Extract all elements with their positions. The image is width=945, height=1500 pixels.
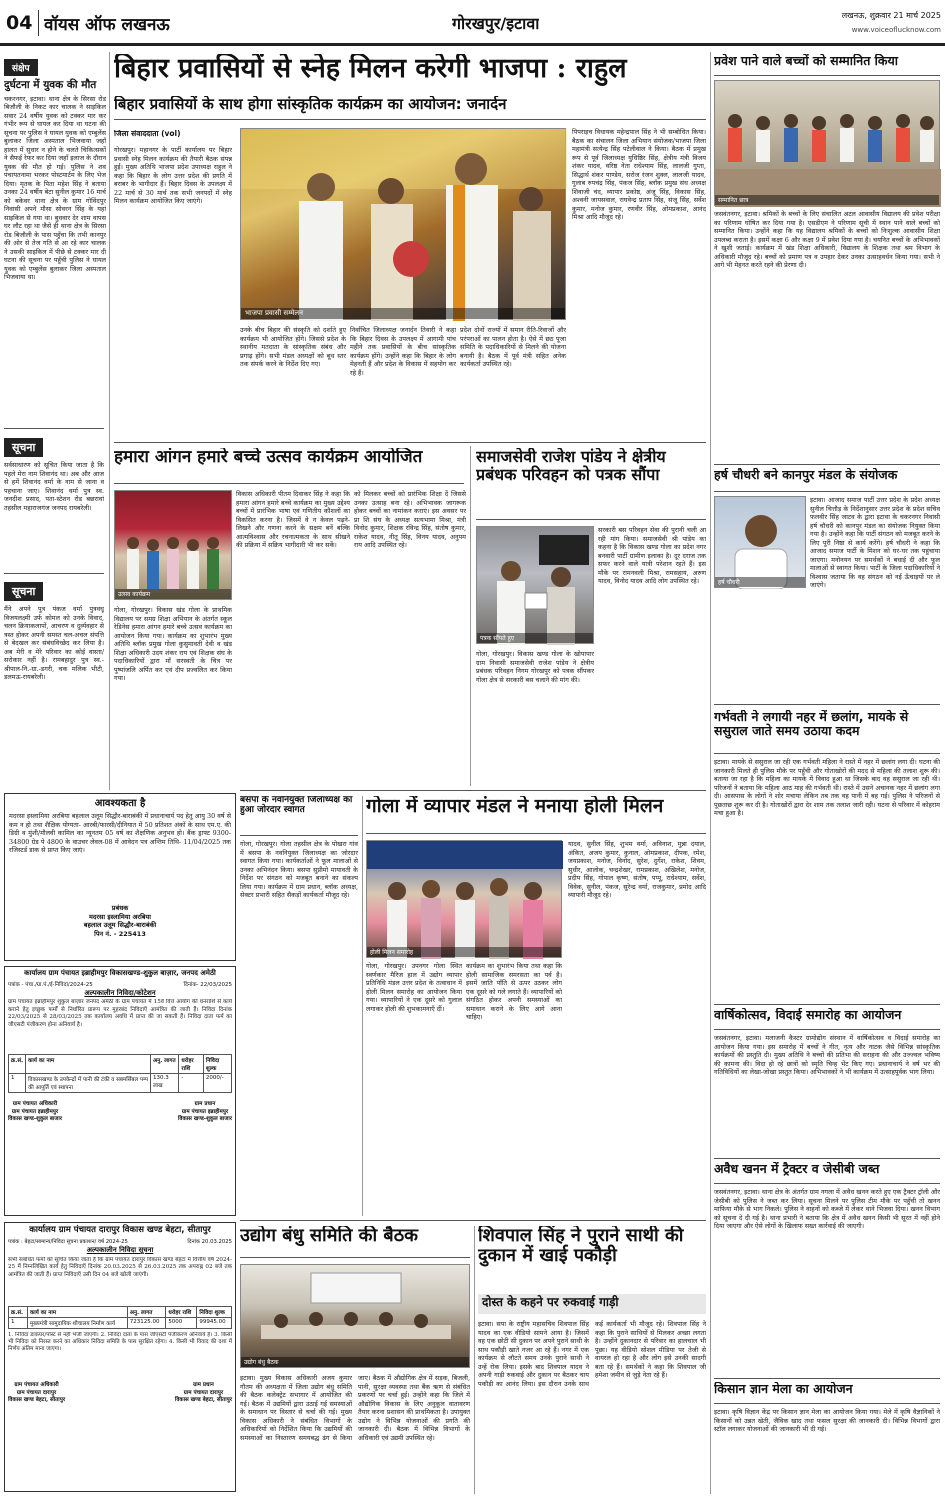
tender-1-col-3: धरोहर राशि bbox=[179, 1055, 203, 1074]
rajesh-photo-label: पत्रक सौंपते हुए bbox=[477, 633, 593, 643]
tender-2-sign-right-2: ग्राम पंचायत दारापुर bbox=[183, 1389, 224, 1396]
tender-1-sign-right-3: विकास खण्ड-शुकुल बाजार bbox=[177, 1116, 232, 1123]
sankshep-headline: दुर्घटना में युवक की मौत bbox=[4, 79, 97, 91]
holi-body-1: गोला, गोरखपुर। उपनगर गोला स्थित स्वर्णकार मैरिज हाल में उद्योग व्यापार प्रतिनिधि मंडल उत्तर प्रदेश के तत्वाधान में होली मिलन समारोह का आयोजन किया गया। व्यापारियों ने एक दूसरे को गुलाल लगाकर होली की शुभकामनाएँ दीं। bbox=[366, 962, 462, 1013]
aangan-body-3: को मिलकर बच्चों को प्रारंभिक शिक्षा दें जिससे उनका उत्साह बना रहे। अभिभावक जागरूक होकर बच्चों का नामांकन कराएं। इस अवसर पर प्रा शि संघ के अध्यक्ष सत्यभामा मिश्रा, मंत्री विनोद कुमार, शिक्षक रविन्द्र सिंह, संतोष कुमार, राकेश यादव, नीतू सिंह, विनय यादव, अनुपम राय आदि उपस्थित रहे। bbox=[354, 490, 466, 549]
tender-2-conditions: 1. निविदा डाकघर/पोस्ट से नहीं भेजी जाएगी। 2. निविदा दाता के पास जीएसटी पंजीकरण अनिवार्य है। 3. किसी भी निविदा को निरस्त करने का अधिकार निविदा समिति के पास सुरक्षित रहेगा। 4. किसी भी विवाद की दशा में निर्णय अंतिम माना जाएगा। bbox=[8, 1332, 232, 1353]
table-cell: विकासखण्ड के उपकेन्द्रों में पानी की टंकी व सबमर्सिबल पम्प की आपूर्ति एवं स्थापना bbox=[26, 1074, 151, 1093]
nagar-body: गोला, गोरखपुर। गोला तहसील क्षेत्र के पोखरा गांव में बसपा के नवनियुक्त जिलाध्यक्ष का जोरदार स्वागत किया गया। कार्यकर्ताओं ने फूल मालाओं से उनका अभिनंदन किया। बसपा सुप्रीमो मायावती के निर्देश पर संगठन को मजबूत बनाने का संकल्प लिया गया। कार्यक्रम में ग्राम प्रधान, ब्लॉक अध्यक्ष, सेक्टर प्रभारी सहित सैकड़ों कार्यकर्ता मौजूद रहे। bbox=[240, 840, 358, 899]
lead-headline-wrap bbox=[114, 54, 706, 92]
nagar-headline-wrap bbox=[240, 796, 358, 836]
shivpal-subhead: दोस्त के कहने पर रुकवाई गाड़ी bbox=[482, 1295, 619, 1309]
tender-2-table bbox=[8, 1306, 232, 1329]
table-cell: - bbox=[179, 1074, 203, 1093]
tender-1-date: दिनांक- 22/03/2025 bbox=[183, 981, 232, 988]
varshik-headline-wrap bbox=[714, 1008, 940, 1030]
sankshep-box bbox=[4, 56, 106, 456]
tender-2-date: दिनांक 20.03.2025 bbox=[187, 1239, 232, 1246]
nahar-body: इटावा। मायके से ससुराल जा रही एक गर्भवती महिला ने रास्ते में नहर में छलांग लगा दी। घटना की जानकारी मिलते ही पुलिस मौके पर पहुँची और गोताखोरों की मदद से महिला की तलाश शुरू की। बताया जा रहा है कि महिला का मायके में विवाद हुआ था जिसके बाद वह ससुराल जा रही थी। परिजनों ने बताया कि महिला आठ माह की गर्भवती थी। रास्ते में उसने अचानक नहर में छलांग लगा दी। आसपास के लोगों ने शोर मचाया लेकिन तब तक वह पानी में बह गई। पुलिस ने परिजनों से पूछताछ शुरू कर दी है। गोताखोरों द्वारा देर शाम तक तलाश जारी रही। घटना से परिवार में कोहराम मचा हुआ है। bbox=[714, 758, 940, 817]
rajesh-headline: समाजसेवी राजेश पांडेय ने क्षेत्रीय प्रबंधक परिवहन को पत्रक सौंपा bbox=[476, 448, 666, 484]
table-cell: 1 bbox=[9, 1318, 28, 1329]
lead-dateline: जिला संवाददाता (vol) bbox=[114, 130, 181, 138]
udyog-body: इटावा। मुख्य विकास अधिकारी अजय कुमार गौतम की अध्यक्षता में जिला उद्योग बंधु समिति की बैठक कलेक्ट्रेट सभागार में आयोजित की गई। बैठक में उद्यमियों द्वारा उठाई गई समस्याओं के समाधान पर विस्तार से चर्चा की गई। मुख्य विकास अधिकारी ने संबंधित विभागों के अधिकारियों को निर्देशित किया कि उद्यमियों की समस्याओं का निस्तारण समयबद्ध ढंग से किया जाए। बैठक में औद्योगिक क्षेत्र में सड़क, बिजली, पानी, सुरक्षा व्यवस्था तथा बैंक ऋण से संबंधित प्रकरणों पर चर्चा हुई। उन्होंने कहा कि जिले में औद्योगिक विकास के लिए अनुकूल वातावरण तैयार करना प्रशासन की प्राथमिकता है। उपायुक्त उद्योग ने विभिन्न योजनाओं की प्रगति की जानकारी दी। बैठक में विभिन्न विभागों के अधिकारी एवं उद्यमी उपस्थित रहे। bbox=[240, 1374, 470, 1442]
udyog-photo bbox=[240, 1264, 470, 1368]
lead-photo-label: भाजपा प्रवासी सम्मेलन bbox=[241, 308, 565, 319]
udyog-headline-wrap bbox=[240, 1226, 470, 1258]
tender-1-sign-right: ग्राम प्रधान bbox=[194, 1101, 216, 1108]
kisan-headline: किसान ज्ञान मेला का आयोजन bbox=[714, 1382, 853, 1396]
praves-photo-label: सम्मानित छात्र bbox=[715, 195, 939, 205]
tender-1-col-1: कार्य का नाम bbox=[26, 1055, 151, 1074]
tender-2-col-4: निविदा शुल्क bbox=[197, 1307, 232, 1318]
holi-headline: गोला में व्यापार मंडल ने मनाया होली मिलन bbox=[366, 796, 664, 817]
shivpal-subhead-wrap bbox=[478, 1294, 706, 1314]
vacancy-footer-pin: पिन नं. - 225413 bbox=[94, 929, 146, 938]
tender-1-ref: पत्रांक - पंचा./ग्रा.पं./ई-निविदा/2024-25 bbox=[8, 981, 93, 988]
tender-1-col-2: अनु. लागत bbox=[150, 1055, 178, 1074]
table-row bbox=[9, 1318, 232, 1329]
nagar-headline: बसपा के नवनियुक्त जिलाध्यक्ष का हुआ जोरदार स्वागत bbox=[240, 796, 353, 815]
table-cell: 5000 bbox=[166, 1318, 197, 1329]
lead-photo bbox=[240, 128, 566, 320]
rajesh-headline-wrap bbox=[476, 448, 706, 520]
tender-2-sign-left-3: विकास खण्ड बेहटा, सीतापुर bbox=[8, 1397, 66, 1404]
table-cell: 130.3 लाख bbox=[150, 1074, 178, 1093]
aangan-headline: हमारा आंगन हमारे बच्चे उत्सव कार्यक्रम आयोजित bbox=[114, 448, 423, 467]
tender-1-subtitle: अल्पकालीन निविदा/कोटेशन bbox=[84, 988, 156, 997]
lead-body-2: उनके बीच बिहार की संस्कृति को दर्शाते हुए कार्यक्रम भी आयोजित होंगे। जिससे प्रदेश के स्थानीय मतदाता के सांस्कृतिक संबंध और प्रगाढ़ होंगे। सभी मंडल अध्यक्षों को बूथ स्तर तक संपर्क करने के निर्देश दिए गए। bbox=[240, 326, 346, 368]
aangan-photo-label: उत्सव कार्यक्रम bbox=[115, 589, 231, 599]
website: www.voiceoflucknow.com bbox=[851, 26, 941, 34]
lead-subhead-wrap bbox=[114, 96, 706, 120]
vacancy-footer-title: प्रबंधक bbox=[111, 904, 129, 912]
rajesh-body-1: गोला, गोरखपुर। विकास खण्ड गोला के खोपापार ग्राम निवासी समाजसेवी राजेश पांडेय ने क्षेत्रीय प्रबंधक परिवहन निगम गोरखपुर को पत्रक सौंपकर गोला क्षेत्र से सरकारी बस चलाने की मांग की। bbox=[476, 650, 594, 684]
aangan-headline-wrap bbox=[114, 448, 464, 484]
harsh-headline-wrap bbox=[714, 468, 940, 492]
avaidh-headline: अवैध खनन में ट्रैक्टर व जेसीबी जब्त bbox=[714, 1162, 880, 1176]
holi-photo bbox=[366, 840, 562, 958]
tender-2-sign-right: ग्राम प्रधान bbox=[193, 1382, 214, 1389]
aangan-body-1: गोला, गोरखपुर। विकास खंड गोला के प्राथमिक विद्यालय पर समग्र शिक्षा अभियान के अंतर्गत स्कूल रेडिनेस हमारा आंगन हमारे बच्चे उत्सव कार्यक्रम का आयोजन किया गया। कार्यक्रम का शुभारंभ मुख्य अतिथि ब्लॉक प्रमुख गोला कुसुमावती देवी व खंड शिक्षा अधिकारी उदय शंकर राय एवं शिक्षक संघ के पदाधिकारियों द्वारा माँ सरस्वती के चित्र पर पुष्पांजलि अर्पित कर एवं दीप प्रज्वलित कर किया गया। bbox=[114, 606, 232, 682]
tender-2-col-1: कार्य का नाम bbox=[27, 1307, 127, 1318]
tender-1-table bbox=[8, 1054, 232, 1093]
tender-2-title: कार्यालय ग्राम पंचायत दारापुर विकास खण्ड बेहटा, सीतापुर bbox=[29, 1225, 211, 1235]
lead-subhead: बिहार प्रवासियों के साथ होगा सांस्कृतिक कार्यक्रम का आयोजन: जनार्दन bbox=[114, 96, 507, 113]
avaidh-body: जसवंतनगर, इटावा। थाना क्षेत्र के अंतर्गत ग्राम नगला में अवैध खनन करते हुए एक ट्रैक्टर ट्रॉली और जेसीबी को पुलिस ने जब्त कर लिया। सूचना मिलने पर पुलिस टीम मौके पर पहुँची तो खनन माफिया मौके से भाग निकले। पुलिस ने वाहनों को कब्जे में लेकर थाने भिजवा दिया। खनन विभाग को सूचना दे दी गई है। थाना प्रभारी ने बताया कि क्षेत्र में अवैध खनन किसी भी सूरत में नहीं होने दिया जाएगा और ऐसे लोगों के खिलाफ सख्त कार्रवाई की जाएगी। bbox=[714, 1188, 940, 1230]
shivpal-body: इटावा। सपा के राष्ट्रीय महासचिव शिवपाल सिंह यादव का एक वीडियो सामने आया है। जिसमें वह एक छोटी सी दुकान पर अपने पुराने साथी के साथ पकौड़ी खाते नजर आ रहे हैं। नगर में एक कार्यक्रम से लौटते समय उनके पुराने साथी ने उन्हें रोक लिया। इसके बाद शिवपाल यादव ने अपनी गाड़ी रुकवाई और दुकान पर बैठकर चाय पकौड़ी का आनंद लिया। इस दौरान उनके साथ कई कार्यकर्ता भी मौजूद रहे। शिवपाल सिंह ने कहा कि पुराने साथियों से मिलकर अच्छा लगता है। उन्होंने दुकानदार से परिवार का हालचाल भी पूछा। यह वीडियो सोशल मीडिया पर तेजी से वायरल हो रहा है और लोग इसे उनकी सादगी बता रहे हैं। समर्थकों ने कहा कि शिवपाल जी हमेशा जमीन से जुड़े नेता रहे हैं। bbox=[478, 1320, 706, 1388]
holi-photo-figures bbox=[367, 841, 563, 959]
harsh-body: इटावा। आजाद समाज पार्टी उत्तर प्रदेश के प्रदेश अध्यक्ष सुनील चित्तौड़ के निर्देशानुसार उत्तर प्रदेश के प्रदेश सचिव फलवीर सिंह जाटव के द्वारा इटावा के चकरनगर निवासी हर्ष चौधरी को कानपुर मंडल का संयोजक नियुक्त किया गया है। उन्होंने कहा कि पार्टी संगठन को मजबूत करने के लिए पूरी निष्ठा से कार्य करेंगे। हर्ष चौधरी ने कहा कि आजाद समाज पार्टी के मिशन को घर-घर तक पहुंचाया जाएगा। मनोनयन पर समर्थकों ने बधाई दी और फूल मालाओं से स्वागत किया। पार्टी के जिला पदाधिकारियों ने विश्वास जताया कि वह संगठन को नई ऊँचाइयों पर ले जाएंगे। bbox=[810, 496, 940, 589]
tender-2-col-2: अनु. लागत bbox=[127, 1307, 166, 1318]
tender-2-ref: पत्रांक : बेहटा/सामान्य/निविदा सूचना प्रकाशन/ वर्ष 2024-25 bbox=[8, 1239, 128, 1246]
sankshep-body: चकरनगर, इटावा। थाना क्षेत्र के सिरसा रोड बिजौली के निकट कार चालक ने साइकिल सवार 24 वर्षीय युवक को टक्कर मार कर गंभीर रूप से घायल कर दिया था घटना की सूचना पर पुलिस ने घायल युवक को एम्बुलेंस बुलाकर जिला अस्पताल भिजवाया जहाँ हालत में सुधार न होने के चलते चिकित्सकों ने सैफई रेफर कर दिया जहाँ इलाज के दौरान युवक की मौत हो गई। पुलिस ने शव पंचायतनामा भरकर पोस्टमार्टम के लिए भेज दिया। मृतक के पिता महेश सिंह ने बताया उनका 24 वर्षीय बेटा सुनील कुमार 16 मार्च को बकेवर थाना क्षेत्र के ग्राम गोविंदपुर निवासी अपने मौसा सोवरन सिंह के यहां साइकिल से गया था। बुधवार देर शाम वापस घर लौट रहा था जैसे ही थाना क्षेत्र के सिरसा रोड बिजौली के पास पहुँचा कि तभी कानपुर की ओर से तेज गति से आ रहे कार चालक ने उसकी साइकिल में पीछे से टक्कर मार दी घटना की सूचना पर पहुँची पुलिस ने घायल युवक को एम्बुलेंस बुलाकर जिला अस्पताल भिजवाया था। bbox=[4, 94, 106, 282]
tender-2-body: सभी संबंधित फर्मों को सूचित किया जाता है कि ग्राम पंचायत दारापुर विकास खण्ड बेहटा में वित्तीय वर्ष 2024-25 में निम्नलिखित कार्य हेतु निविदाएँ दिनांक 20.03.2025 से 26.03.2025 तक अपराह्न 02 बजे तक आमंत्रित की जाती हैं। प्राप्त निविदाएँ उसी दिन 04 बजे खोली जाएंगी। bbox=[8, 1257, 232, 1278]
holi-body-3: यादव, सुनील सिंह, शुभम वर्मा, अविनाश, मुन्ना दयाल, अंकित, अजय कुमार, कुनाल, ओमप्रकाश, दीपक, रमेश, जयप्रकाश, मनोज, विनोद, सुरेश, दुर्गेश, राकेश, शिवम, सुधीर, आलोक, चन्द्रशेखर, रामप्रकाश, अखिलेश, मनोज, प्रदीप सिंह, गोपाल कृष्ण, संतोष, पप्पू, राधेश्याम, सर्वेश, विवेक, सुनील, पंकज, सुरेन्द्र वर्मा, राजकुमार, प्रमोद आदि व्यापारी मौजूद रहे। bbox=[568, 840, 706, 899]
harsh-photo-label: हर्ष चौधरी bbox=[715, 577, 805, 587]
praves-photo-figures bbox=[715, 81, 941, 207]
vacancy-body: मदरसा इस्लामिया अरबिया बहलाल उलूम सिद्धौर-बाराबंकी में प्रधानाचार्य पद हेतु आयु 30 वर्ष से कम न हो तथा शैक्षिक योग्यता- आरबी/फारसी/दीनियात में 50 प्रतिशत अंकों के साथ एम.ए. की डिग्री व मुंशी/मौलवी कामिल का न्यूनतम 05 वर्ष का शैक्षणिक अनुभव हो। बैंक ड्राफ्ट 9300-34800 ग्रेड पे 4800 के वाउचर लेवल-08 में आवेदन पत्र अन्तिम तिथि- 11/04/2025 तक रजिस्टर्ड डाक से प्राप्त किए जाएं। bbox=[9, 812, 231, 854]
tender-2-sign-right-3: विकास खण्ड बेहटा, सीतापुर bbox=[174, 1397, 232, 1404]
tender-2-col-3: धरोहर राशि bbox=[166, 1307, 197, 1318]
varshik-headline: वार्षिकोत्सव, विदाई समारोह का आयोजन bbox=[714, 1008, 902, 1022]
tender-2-sign-left: ग्राम पंचायत अधिकारी bbox=[14, 1382, 59, 1389]
table-cell: 723125.00 bbox=[127, 1318, 166, 1329]
masthead bbox=[0, 0, 945, 46]
table-row bbox=[9, 1074, 232, 1093]
aangan-body-2: विकास अधिकारी पीतम दिवाकर सिंह ने कहा कि हमारा आंगन हमारे बच्चे कार्यक्रम का मुख्य उद्देश्य बच्चों में प्रारंभिक भाषा एवं गणितीय कौशलों का विकसित करना है। जिसमें वे न केवल पढ़ने-लिखने और गणना करने के सक्षम बनें बल्कि आत्मविश्वास और रचनात्मकता के साथ सीखने की प्रक्रिया में सक्रिय भागीदारी भी कर सकें। bbox=[236, 490, 350, 549]
soochna-1 bbox=[4, 436, 104, 566]
table-cell: 2000/- bbox=[203, 1074, 231, 1093]
soochna-2 bbox=[4, 580, 104, 790]
lead-photo-figures bbox=[241, 129, 567, 321]
shivpal-headline: शिवपाल सिंह ने पुराने साथी की दुकान में खाई पकौड़ी bbox=[478, 1226, 684, 1266]
lead-body-1: गोरखपुर। महानगर के पार्टी कार्यालय पर बिहार प्रवासी स्नेह मिलन कार्यक्रम की तैयारी बैठक संपन्न हुई। मुख्य अतिथि भाजपा प्रदेश उपाध्यक्ष राहुल ने कहा कि बिहार के लोग उत्तर प्रदेश की प्रगति में बराबर के भागीदार हैं। बिहार दिवस के उपलक्ष्य में 22 मार्च से 30 मार्च तक सभी जनपदों में स्नेह मिलन कार्यक्रम आयोजित किए जाएंगे। bbox=[114, 146, 232, 205]
holi-photo-label: होली मिलन समारोह bbox=[367, 947, 561, 957]
tender-1-sign-left-3: विकास खण्ड-शुकुल बाजार bbox=[8, 1116, 63, 1123]
table-cell: 99945.00 bbox=[197, 1318, 232, 1329]
tender-2-sign-left-2: ग्राम पंचायत दारापुर bbox=[16, 1389, 57, 1396]
aangan-photo-figures bbox=[115, 491, 233, 601]
tender-1-title: कार्यालय ग्राम पंचायत इब्राहीमपुर विकासखण्ड-शुकुल बाज़ार, जनपद अमेठी bbox=[24, 969, 216, 977]
lead-body-4: प्रदेश दोनों राज्यों में समान रीति-रिवाजों और परंपराओं का पालन होता है। ऐसे में छठ पूजा समिति के पदाधिकारियों से मिलने की योजना बनायी है। बैठक में पूर्व मंत्री सहित अनेक कार्यकर्ता उपस्थित रहे। bbox=[460, 326, 566, 368]
udyog-photo-figures bbox=[241, 1265, 471, 1369]
paper-name: वॉयस ऑफ लखनऊ bbox=[44, 15, 170, 35]
udyog-headline: उद्योग बंधु समिति की बैठक bbox=[240, 1226, 418, 1246]
rajesh-photo-figures bbox=[477, 527, 595, 645]
shivpal-headline-wrap bbox=[478, 1226, 706, 1292]
soochna-2-body: मैंने अपने पुत्र पंकज वर्मा पुत्रवधू विजयलक्ष्मी उर्फ कोमल को उनके विवाद, चलन क्रियाकलापों, आचरण व दुर्व्यवहार से त्रस्त होकर अपनी समस्त चल-अचल संपत्ति से बेदखल कर संबंधविच्छेद कर लिया है। अब मेरी व मेरे परिवार का कोई वास्ता/सरोकार नहीं है। रामबहादुर पुत्र स्व.-श्रीपाल-नि.-ग्रा.-डगरी, चक मलिक भीटी, डलमऊ-रायबरेली। bbox=[4, 605, 104, 681]
avaidh-headline-wrap bbox=[714, 1162, 940, 1184]
tender-1-col-0: क्र.सं. bbox=[9, 1055, 26, 1074]
tender-1-sign-left: ग्राम पंचायत अधिकारी bbox=[12, 1101, 58, 1108]
table-cell: मुख्यमंत्री सामुदायिक शौचालय निर्माण कार्य bbox=[27, 1318, 127, 1329]
soochna-1-label: सूचना bbox=[4, 438, 43, 457]
tender-2-col-0: क्र.सं. bbox=[9, 1307, 28, 1318]
lead-headline: बिहार प्रवासियों से स्नेह मिलन करेगी भाजपा : राहुल bbox=[114, 54, 627, 84]
sankshep-label: संक्षेप bbox=[4, 59, 38, 76]
aangan-photo bbox=[114, 490, 232, 600]
vacancy-title: आवश्यकता है bbox=[94, 798, 146, 809]
vacancy-footer-org: मदरसा इस्लामिया अरबिया bbox=[89, 912, 151, 921]
tender-2-subtitle: अल्पकालीन निविदा सूचना bbox=[86, 1246, 154, 1255]
tender-notice-2 bbox=[4, 1222, 236, 1492]
udyog-photo-label: उद्योग बंधु बैठक bbox=[241, 1357, 469, 1367]
nahar-headline-wrap bbox=[714, 710, 940, 754]
tender-1-sign-right-2: ग्राम पंचायत इब्राहीमपुर bbox=[181, 1108, 229, 1115]
lead-body-3: निर्वाचित जिलाध्यक्ष जनार्दन तिवारी ने कहा कि बिहार दिवस के उपलक्ष्य में आगामी पांच महीने तक प्रवासियों के बीच सांस्कृतिक कार्यक्रम होंगे। उन्होंने कहा कि बिहार के लोग मेहनती हैं और प्रदेश के विकास में सहयोग कर रहे हैं। bbox=[350, 326, 456, 377]
date-line: लखनऊ, शुक्रवार 21 मार्च 2025 bbox=[841, 11, 941, 20]
table-cell: 1 bbox=[9, 1074, 26, 1093]
vacancy-footer-addr: बहलाल उलूम सिद्धौर-बाराबंकी bbox=[83, 921, 157, 929]
kisan-headline-wrap bbox=[714, 1382, 940, 1404]
praves-headline-wrap bbox=[714, 54, 940, 76]
varshik-body: जसवंतनगर, इटावा। मलाजनी कैस्टर ग्रामोद्योग संस्थान में वार्षिकोत्सव व विदाई समारोह का आयोजन किया गया। इस समारोह में बच्चों ने गीत, नृत्य और नाटक जैसे विभिन्न सांस्कृतिक कार्यक्रमों की प्रस्तुति दी। मुख्य अतिथि ने बच्चों की प्रतिभा की सराहना की और उज्ज्वल भविष्य की कामना की। विदा हो रहे छात्रों को स्मृति चिन्ह भेंट किए गए। प्रधानाचार्य ने वर्ष भर की गतिविधियों का लेखा-जोखा प्रस्तुत किया। अभिभावकों ने भी कार्यक्रम में उत्साहपूर्वक भाग लिया। bbox=[714, 1034, 940, 1076]
tender-notice-1 bbox=[4, 966, 236, 1216]
holi-headline-wrap bbox=[366, 796, 706, 834]
nahar-headline: गर्भवती ने लगायी नहर में छलांग, मायके से ससुराल जाते समय उठाया कदम bbox=[714, 710, 909, 738]
soochna-2-label: सूचना bbox=[4, 582, 43, 601]
rajesh-photo bbox=[476, 526, 594, 644]
praves-headline: प्रवेश पाने वाले बच्चों को सम्मानित किया bbox=[714, 54, 898, 68]
tender-1-body: ग्राम पंचायत इब्राहीमपुर शुकुल बाज़ार जनपद अमेठी के ग्राम पंचायत में 15वें वित्त आयोग की धनराशि से कार्य कराने हेतु इच्छुक फर्मों से निर्धारित प्रारूप पर मुहरबंद निविदाएँ आमंत्रित की जाती हैं। निविदा दिनांक 22/03/2025 से 28/03/2025 तक कार्यालय अवधि में प्राप्त की जा सकती हैं। निविदा दाता फर्म का जीएसटी पंजीकरण होना अनिवार्य है। bbox=[8, 999, 232, 1028]
tender-1-sign-left-2: ग्राम पंचायत इब्राहीमपुर bbox=[11, 1108, 59, 1115]
soochna-1-body: सर्वसाधारण को सूचित किया जाता है कि पहले मेरा नाम शिवानंद था। अब और आज से हमें शिवानंद वर्मा के नाम से जाना व पहचाना जाए। शिवानंद वर्मा पुत्र स्व. जनदीश प्रसाद, पता-स्टेशन रोड बछरावां तहसील महाराजगंज जनपद रायबरेली। bbox=[4, 461, 104, 512]
holi-body-2: कार्यक्रम का शुभारंभ किया तथा कहा कि होली सामाजिक समरसता का पर्व है। इसमें जाति पाँति से ऊपर उठकर लोग एक दूसरे को गले लगाते हैं। व्यापारियों को संगठित होकर अपनी समस्याओं का समाधान कराने के लिए आगे आना चाहिए। bbox=[466, 962, 562, 1021]
vacancy-notice bbox=[4, 793, 236, 961]
harsh-headline: हर्ष चौधरी बने कानपुर मंडल के संयोजक bbox=[714, 468, 898, 482]
harsh-photo bbox=[714, 496, 806, 588]
kisan-body: इटावा। कृषि विज्ञान केंद्र पर किसान ज्ञान मेला का आयोजन किया गया। मेले में कृषि वैज्ञानिकों ने किसानों को उन्नत खेती, जैविक खाद तथा फसल सुरक्षा की जानकारी दी। विभिन्न विभागों द्वारा स्टॉल लगाकर योजनाओं की जानकारी भी दी गई। bbox=[714, 1408, 940, 1433]
praves-photo bbox=[714, 80, 940, 206]
praves-body: जसवंतनगर, इटावा। श्रमिकों के बच्चों के लिए संचालित अटल आवासीय विद्यालय की प्रवेश परीक्षा का परिणाम घोषित कर दिया गया है। एसडीएम ने परिणाम सूची में स्थान पाने वाले बच्चों को सम्मानित किया। उन्होंने कहा कि यह विद्यालय श्रमिकों के बच्चों को निःशुल्क आवासीय शिक्षा उपलब्ध कराता है। इसमें कक्षा 6 और कक्षा 9 में प्रवेश दिया गया है। चयनित बच्चों के अभिभावकों ने खुशी जताई। कार्यक्रम में खंड शिक्षा अधिकारी, विद्यालय के शिक्षक तथा श्रम विभाग के अधिकारी मौजूद रहे। बच्चों को प्रमाण पत्र व उपहार देकर उनका उत्साहवर्धन किया गया। सभी ने आगे भी मेहनत करते रहने की प्रेरणा दी। bbox=[714, 210, 940, 269]
edition-title: गोरखपुर/इटावा bbox=[452, 14, 540, 33]
harsh-photo-figure bbox=[715, 497, 807, 589]
rajesh-body-2: सरकारी बस परिवहन सेवा की पुरानी चली आ रही मांग किया। समाजसेवी श्री पांडेय का कहना है कि विकास खण्ड गोला का प्रदेश नगर बनवारी पार्टी ग्रामीण इलाका है। दूर दराज तक सफर करने वाले यात्री परेशान रहते हैं। इस मौके पर रामनवली मिश्रा, रामसहाय, अरुण यादव, विनोद यादव आदि लोग उपस्थित रहे। bbox=[598, 526, 706, 585]
page-number: 04 bbox=[6, 12, 33, 34]
lead-body-right: पिपराइच विधायक महेन्द्रपाल सिंह ने भी सम्बोधित किया। बैठक का संचालन जिला अभियान संयोजक/भाजपा जिला महामंत्री सत्येन्द्र सिंह पटेलीवाल ने किया। बैठक में प्रमुख रूप से पूर्व जिलाध्यक्ष युधिष्ठिर सिंह, क्षेत्रीय मंत्री विजय शंकर यादव, वरिष्ठ नेता राधेश्याम सिंह, लालजी गुप्ता, सिद्धार्थ शंकर पाण्डेय, सरोज रंजन शुक्ल, लालजी यादव, गुलाब रुपचंद्र सिंह, पंकज सिंह, ब्लॉक प्रमुख संध अध्यक्ष शिवाजी चंद, व्यापार प्रकोष्ठ, अंजू सिंह, विकास सिंह, अश्वनी जायसवाल, राघवेन्द्र प्रताप सिंह, संजू सिंह, सर्वेश कुमार, मनोज कुमार, रणवीर सिंह, ओमप्रकाश, आनंद मिश्रा आदि मौजूद रहे। bbox=[572, 128, 706, 221]
tender-1-col-4: निविदा शुल्क bbox=[203, 1055, 231, 1074]
